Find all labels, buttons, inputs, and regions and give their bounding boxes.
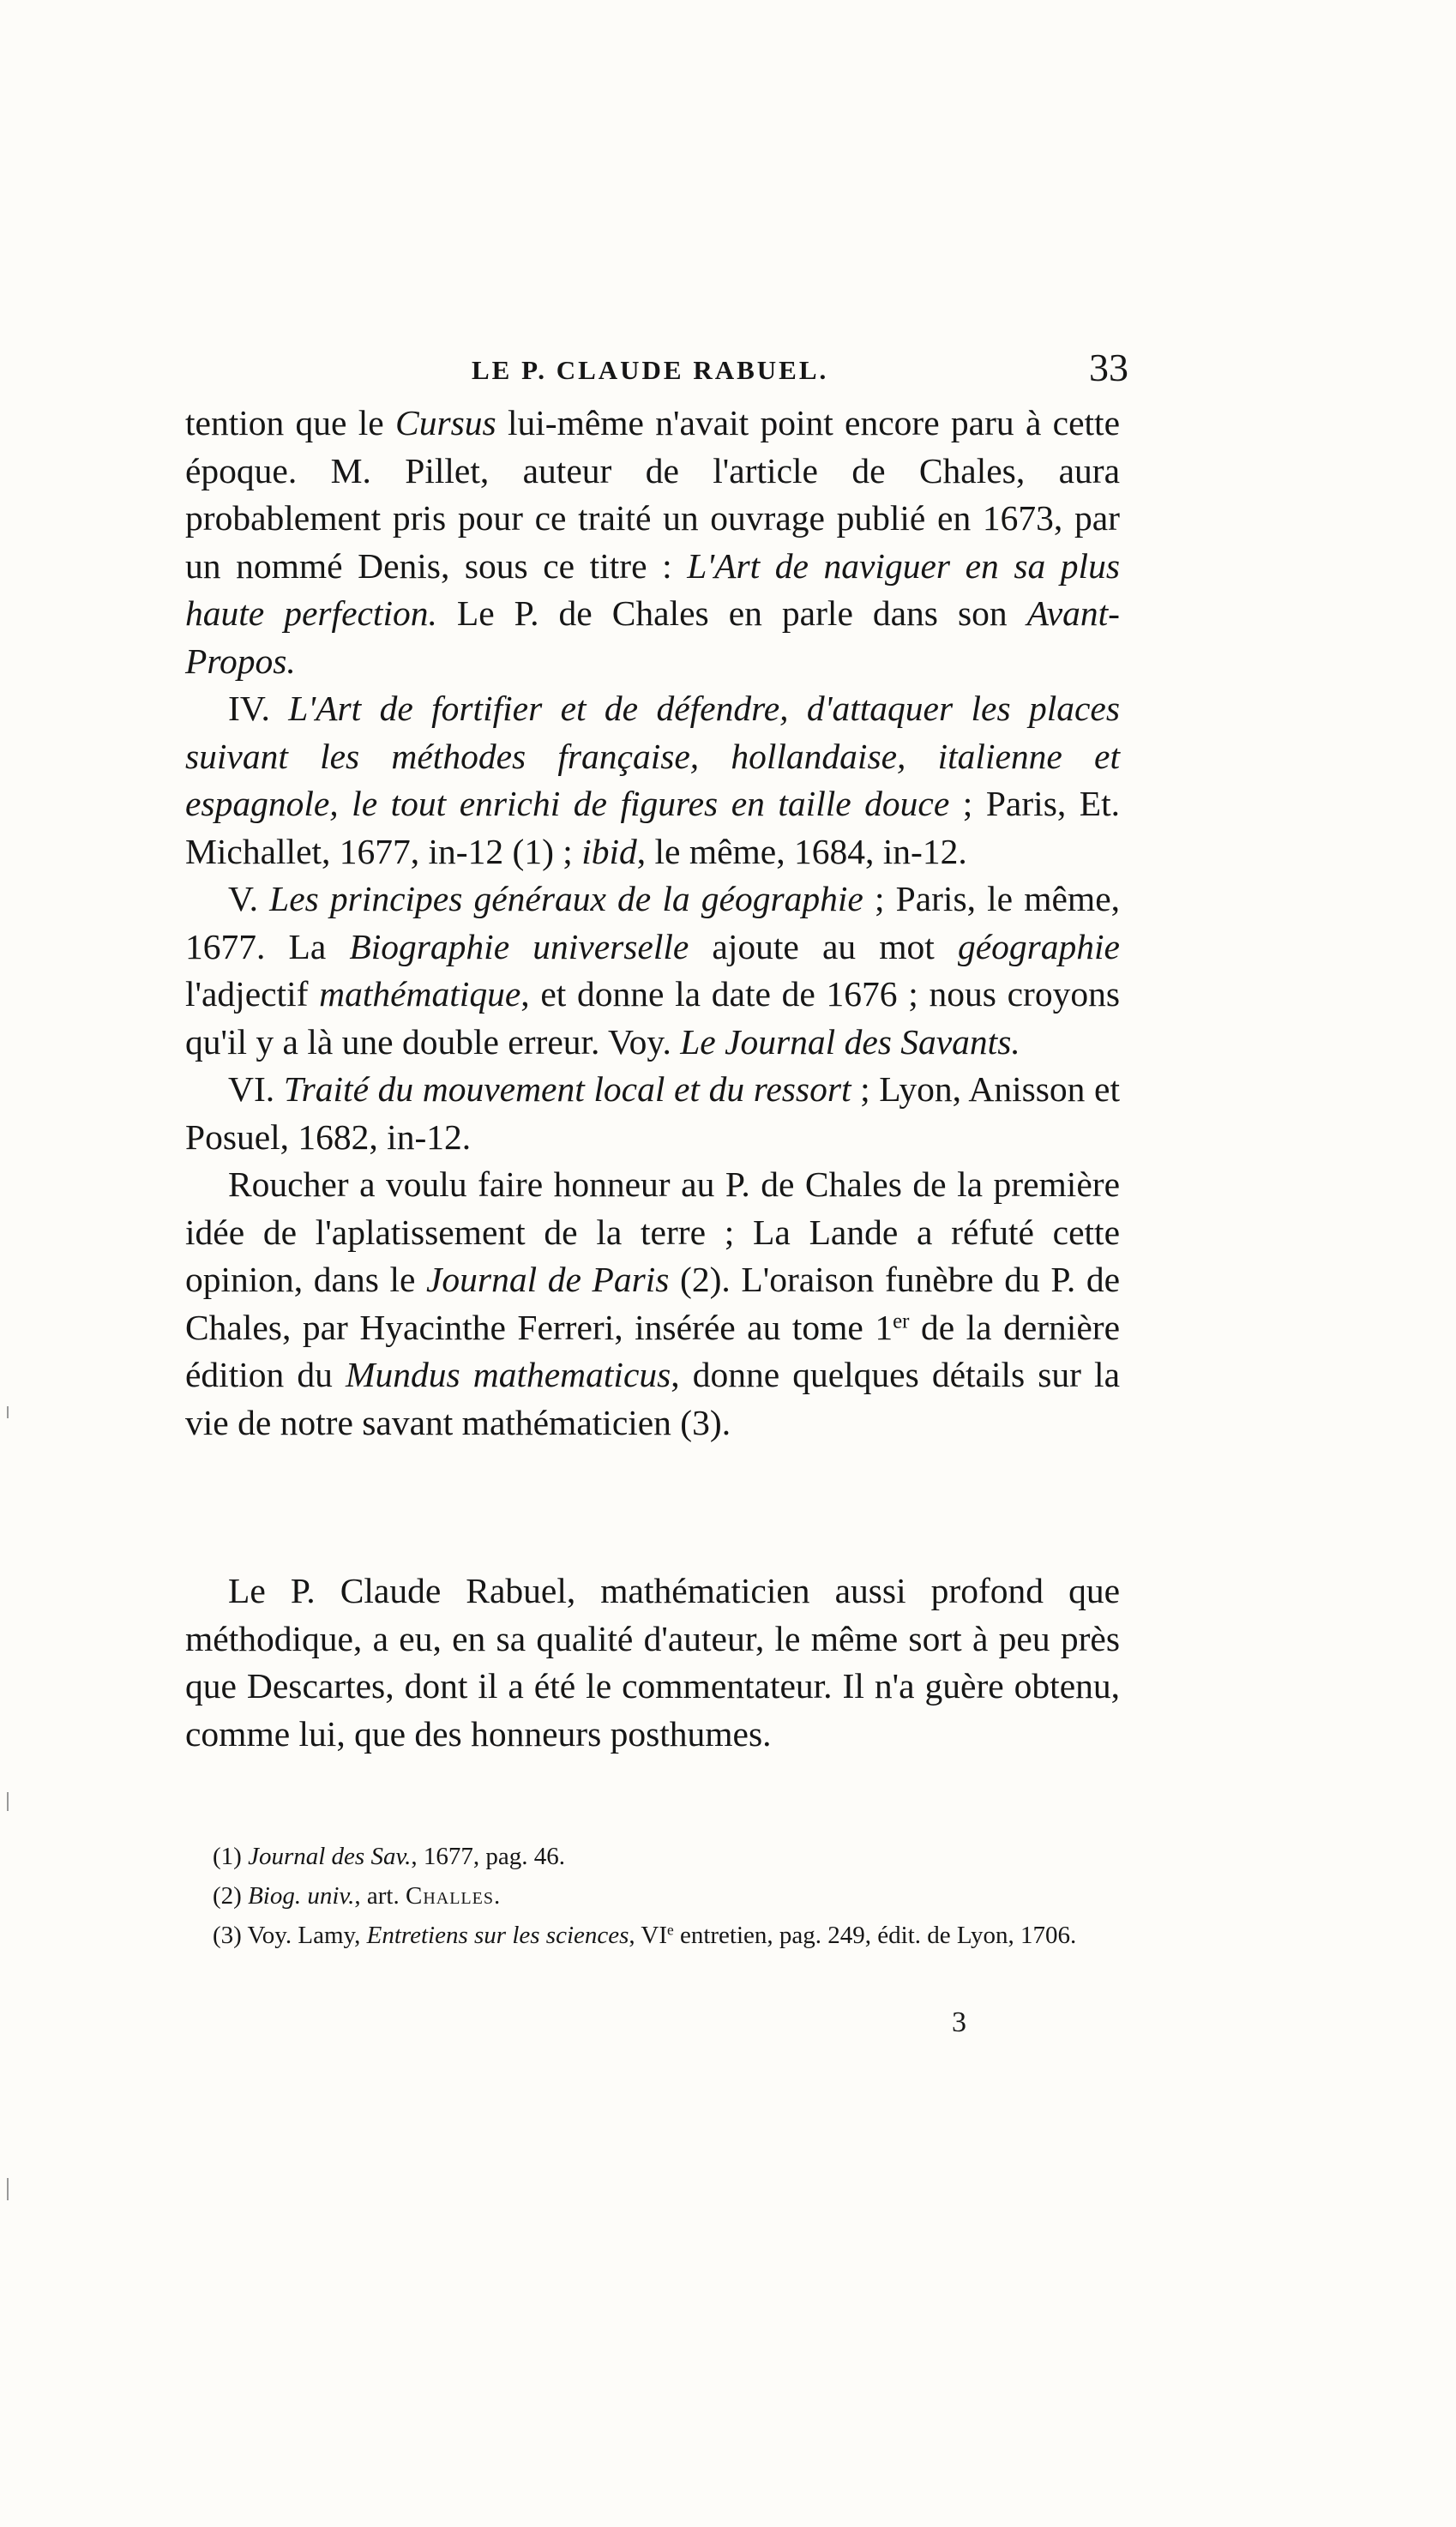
footnote-3: [185, 1916, 1120, 1955]
text-run: (2). L'oraison funèbre du P. de Chales, par Hyacinthe Ferreri, insérée au tome 1: [185, 1260, 1121, 1347]
paragraph-continuation: [185, 400, 1120, 685]
text-run: ajoute au mot: [689, 926, 958, 966]
italic-run: Le Journal des Savants.: [680, 1021, 1020, 1062]
italic-run: Avant-Propos.: [185, 593, 1121, 681]
page-number: 33: [1089, 346, 1128, 389]
superscript: e: [666, 1921, 674, 1939]
text-run: , le même, 1684, in-12.: [636, 831, 967, 871]
text-run: (2): [213, 1882, 249, 1910]
margin-speck: [7, 1792, 9, 1811]
italic-run: Biographie universelle: [349, 926, 689, 966]
text-run: .: [494, 1882, 501, 1910]
italic-run: ibid: [581, 831, 637, 871]
paragraph-item-v: [185, 875, 1120, 1066]
small-caps-run: Challes: [405, 1882, 494, 1910]
page-header: [185, 346, 1128, 393]
text-run: , art.: [354, 1882, 406, 1910]
text-run: V.: [228, 879, 270, 918]
text-run: ; Lyon, Anisson et Posuel, 1682, in-12.: [185, 1069, 1120, 1157]
footnote-2: [185, 1876, 1120, 1916]
text-run: lui-même n'avait point encore paru à cette époque. M. Pillet, auteur de l'article de Chales, aura probablement pris pour ce traité un ouvrage publié en 1673, par un nommé Denis, sous ce titre :: [185, 403, 1120, 586]
paragraph-roucher: [185, 1161, 1120, 1447]
italic-run: Cursus: [395, 403, 496, 442]
text-run: , 1677, pag. 46.: [411, 1843, 566, 1870]
italic-run: L'Art de fortifier et de défendre, d'attaquer les places suivant les méthodes française, hollandaise, italienne et espagnole, le tout enrichi de figures en taille douce: [185, 689, 1120, 823]
text-run: ; Paris, le même, 1677. La: [185, 879, 1120, 966]
text-run: Roucher a voulu faire honneur au P. de Chales de la première idée de l'aplatissement de la terre ; La Lande a réfuté cette opinion, dans le: [185, 1164, 1120, 1299]
text-run: tention que le: [185, 403, 396, 442]
text-run: (3) Voy. Lamy,: [213, 1922, 367, 1949]
italic-run: Mundus mathematicus: [345, 1355, 671, 1394]
text-run: de la dernière édition du: [185, 1307, 1120, 1394]
text-run: , donne quelques détails sur la vie de notre savant mathématicien (3).: [185, 1355, 1120, 1442]
text-run: ; Paris, Et. Michallet, 1677, in-12 (1) ;: [185, 784, 1120, 871]
main-text: [185, 400, 1120, 1447]
text-run: VI.: [228, 1069, 284, 1109]
text-run: , VI: [629, 1922, 667, 1949]
italic-run: Entretiens sur les sciences: [366, 1922, 629, 1949]
italic-run: géographie: [957, 926, 1120, 966]
text-run: Le P. Claude Rabuel, mathématicien aussi profond que méthodique, a eu, en sa qualité d'auteur, le même sort à peu près que Descartes, dont il a été le commentateur. Il n'a guère obtenu, comme lui, que des honneurs posthumes.: [185, 1571, 1120, 1754]
italic-run: Journal des Sav.: [248, 1843, 412, 1870]
text-run: , et donne la date de 1676 ; nous croyons qu'il y a là une double erreur. Voy.: [185, 974, 1120, 1062]
paragraph-rabuel: [185, 1567, 1120, 1758]
footnotes: [185, 1837, 1120, 1955]
italic-run: Biog. univ.: [248, 1882, 355, 1910]
section-rabuel: [185, 1567, 1120, 1758]
margin-speck: [7, 1406, 9, 1418]
text-run: entretien, pag. 249, édit. de Lyon, 1706.: [673, 1922, 1077, 1949]
text-run: l'adjectif: [185, 974, 320, 1014]
text-run: (1): [213, 1843, 249, 1870]
text-run: Le P. de Chales en parle dans son: [436, 593, 1027, 633]
italic-run: Les principes généraux de la géographie: [269, 879, 863, 918]
italic-run: Journal de Paris: [426, 1260, 670, 1299]
italic-run: mathématique: [319, 974, 521, 1014]
footnote-1: [185, 1837, 1120, 1876]
paragraph-item-iv: [185, 685, 1120, 875]
signature-mark: 3: [952, 2007, 966, 2038]
text-run: IV.: [228, 689, 289, 728]
italic-run: Traité du mouvement local et du ressort: [283, 1069, 851, 1109]
italic-run: L'Art de naviguer en sa plus haute perfection.: [185, 545, 1120, 633]
margin-speck: [7, 2178, 9, 2200]
paragraph-item-vi: [185, 1066, 1120, 1161]
superscript: er: [893, 1309, 910, 1333]
running-title: LE P. CLAUDE RABUEL.: [472, 355, 829, 385]
